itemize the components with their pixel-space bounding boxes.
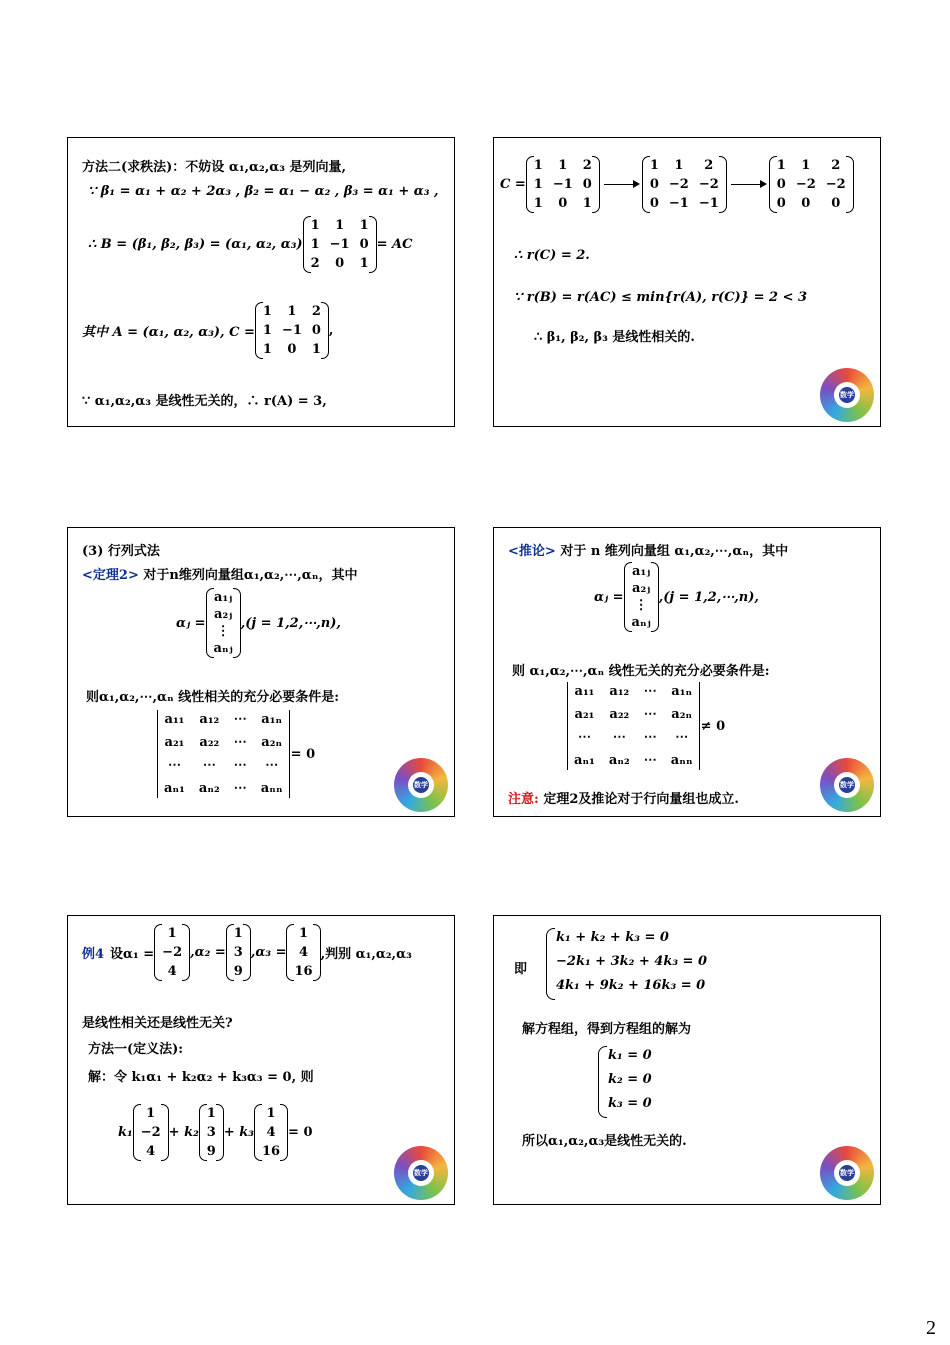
matrix-entry: 1 <box>359 256 369 271</box>
slide3-condition: 则α₁,α₂,⋯,αₙ 线性相关的充分必要条件是: <box>86 690 340 705</box>
matrix-entry: ⋯ <box>167 758 181 773</box>
slide5-question: 是线性相关还是线性无关? <box>82 1016 233 1031</box>
slide1-comma: , <box>328 323 334 338</box>
slide2-row-reduction <box>500 156 854 213</box>
matrix-entry: 1 <box>533 196 543 211</box>
det-equals-zero: = 0 <box>290 746 316 762</box>
matrix-entry: ⋯ <box>233 781 247 796</box>
arrow-icon <box>604 184 638 185</box>
matrix-entry: ⋯ <box>202 758 216 773</box>
matrix-entry: 1 <box>310 218 320 233</box>
slide4-determinant <box>566 682 725 770</box>
matrix-entry: a₁ₙ <box>671 684 693 699</box>
slide3-theorem <box>82 564 358 583</box>
matrix-entry: 1 <box>533 158 543 173</box>
slide4-condition: 则 α₁,α₂,⋯,αₙ 线性无关的充分必要条件是: <box>512 664 770 679</box>
slide-1 <box>67 137 455 427</box>
slide-3 <box>67 527 455 817</box>
system-eq-3: 4k₁ + 9k₂ + 16k₃ = 0 <box>556 978 706 993</box>
alpha2-label: ,α₂ = <box>190 945 226 960</box>
theorem-text: 对于n维列向量组α₁,α₂,⋯,αₙ，其中 <box>143 568 358 583</box>
determinant-matrix <box>156 710 291 798</box>
matrix-entry: 1 <box>582 196 592 211</box>
matrix-entry: 0 <box>831 196 841 211</box>
matrix-c-step2 <box>642 156 727 213</box>
page-number: 2 <box>926 1317 936 1339</box>
slide6-conclusion: 所以α₁,α₂,α₃是线性无关的. <box>522 1134 687 1149</box>
example-post: ,判别 α₁,α₂,α₃ <box>320 947 412 962</box>
slide4-note <box>508 788 739 807</box>
slide2-c-label: C = <box>500 177 526 192</box>
matrix-entry: 3 <box>206 1125 216 1140</box>
matrix-entry: ⋮ <box>216 624 230 639</box>
university-logo-icon: 数学 <box>394 758 448 812</box>
matrix-entry: −1 <box>552 177 573 192</box>
vector-alpha2 <box>199 1104 224 1161</box>
left-brace-icon <box>546 928 555 1000</box>
slide2-conclusion: ∴ β₁, β₂, β₃ 是线性相关的. <box>534 330 695 345</box>
matrix-entry: 2 <box>582 158 592 173</box>
matrix-entry: ⋯ <box>265 758 279 773</box>
system-eq-1: k₁ + k₂ + k₃ = 0 <box>556 930 669 945</box>
solution-k2: k₂ = 0 <box>608 1072 652 1087</box>
vector-alpha3 <box>254 1104 288 1161</box>
matrix-entry: 4 <box>146 1144 156 1159</box>
slide-5 <box>67 915 455 1205</box>
matrix-entry: a₁₁ <box>164 712 185 727</box>
arrow-icon <box>731 184 765 185</box>
matrix-entry: aₙⱼ <box>631 615 651 630</box>
solution-k1: k₁ = 0 <box>608 1048 652 1063</box>
left-brace-icon <box>598 1046 607 1118</box>
slide4-corollary <box>508 540 788 559</box>
matrix-entry: a₁₂ <box>609 684 630 699</box>
matrix-entry: 4 <box>167 964 177 979</box>
matrix-entry: 1 <box>146 1106 156 1121</box>
matrix-entry: 1 <box>233 926 243 941</box>
matrix-entry: 0 <box>311 323 321 338</box>
matrix-entry: 0 <box>776 196 786 211</box>
corollary-label: <推论> <box>508 544 556 559</box>
matrix-entry: a₂ₙ <box>671 707 693 722</box>
slide1-line5: ∵ α₁,α₂,α₃ 是线性无关的，∴ r(A) = 3, <box>82 394 327 409</box>
alpha-j-label: αⱼ = <box>176 615 206 631</box>
matrix-entry: a₂ₙ <box>261 735 283 750</box>
slide1-line4 <box>82 302 333 359</box>
slide1-b-def: ∴ B = (β₁, β₂, β₃) = (α₁, α₂, α₃) <box>88 237 303 252</box>
example-pre: 设α₁ = <box>110 947 155 962</box>
matrix-entry: ⋯ <box>612 730 626 745</box>
matrix-entry: 16 <box>261 1144 281 1159</box>
alpha-j-label: αⱼ = <box>594 589 624 605</box>
alpha-j-range: ,(j = 1,2,⋯,n), <box>658 589 759 605</box>
matrix-entry: ⋯ <box>643 707 657 722</box>
matrix-entry: 1 <box>262 342 272 357</box>
matrix-entry: ⋯ <box>577 730 591 745</box>
slide1-line2: ∵ β₁ = α₁ + α₂ + 2α₃ , β₂ = α₁ − α₂ , β₃ = α₁ + α₃ , <box>88 184 439 199</box>
vector-alpha1 <box>133 1104 169 1161</box>
matrix-entry: aₙₙ <box>260 781 283 796</box>
matrix-entry: a₂ⱼ <box>214 607 233 622</box>
matrix-entry: 1 <box>310 237 320 252</box>
slide5-combination <box>118 1104 313 1161</box>
matrix-entry: a₁ⱼ <box>632 564 651 579</box>
matrix-entry: 1 <box>266 1106 276 1121</box>
matrix-entry: 1 <box>167 926 177 941</box>
vector-alpha2 <box>226 924 251 981</box>
matrix-entry: ⋯ <box>643 730 657 745</box>
matrix-c-step3 <box>769 156 854 213</box>
matrix-entry: 1 <box>299 926 309 941</box>
alpha-j-vector <box>624 562 659 632</box>
coef-k2: + k₂ <box>168 1125 199 1140</box>
note-text: 定理2及推论对于行向量组也成立. <box>543 792 739 807</box>
slide6-solve-text: 解方程组，得到方程组的解为 <box>522 1022 692 1037</box>
slide1-a-c-def: 其中 A = (α₁, α₂, α₃), C = <box>82 325 255 340</box>
matrix-entry: −2 <box>162 945 183 960</box>
slide1-line1: 方法二(求秩法)：不妨设 α₁,α₂,α₃ 是列向量, <box>82 160 347 175</box>
matrix-entry: a₂₁ <box>164 735 185 750</box>
matrix-entry: 2 <box>831 158 841 173</box>
matrix-entry: −1 <box>698 196 719 211</box>
matrix-entry: aₙ₂ <box>198 781 220 796</box>
slide-4 <box>493 527 881 817</box>
matrix-entry: 0 <box>582 177 592 192</box>
theorem-label: <定理2> <box>82 568 139 583</box>
matrix-entry: a₂₂ <box>609 707 630 722</box>
slide3-determinant <box>156 710 315 798</box>
matrix-entry: 0 <box>287 342 297 357</box>
note-label: 注意: <box>508 792 539 807</box>
matrix-entry: 1 <box>335 218 345 233</box>
slide1-eq-ac: = AC <box>376 237 413 252</box>
matrix-entry: a₁ₙ <box>261 712 283 727</box>
det-not-zero: ≠ 0 <box>700 718 726 734</box>
matrix-entry: 1 <box>262 304 272 319</box>
slide3-heading: (3) 行列式法 <box>82 544 160 559</box>
slide6-ji: 即 <box>514 962 528 977</box>
matrix-c <box>255 302 329 359</box>
matrix-entry: a₂₂ <box>199 735 220 750</box>
matrix-entry: −2 <box>668 177 689 192</box>
matrix-entry: ⋯ <box>233 758 247 773</box>
matrix-entry: 1 <box>311 342 321 357</box>
matrix-entry: −1 <box>281 323 302 338</box>
university-logo-icon: 数学 <box>394 1146 448 1200</box>
alpha-j-vector <box>206 588 241 658</box>
matrix-entry: ⋯ <box>233 735 247 750</box>
university-logo-icon: 数学 <box>820 758 874 812</box>
matrix-entry: 0 <box>335 256 345 271</box>
matrix-entry: 1 <box>649 158 659 173</box>
matrix-entry: 1 <box>262 323 272 338</box>
matrix-entry: 4 <box>299 945 309 960</box>
system-eq-2: −2k₁ + 3k₂ + 4k₃ = 0 <box>556 954 708 969</box>
matrix-entry: 0 <box>649 196 659 211</box>
example-label: 例4 <box>82 947 105 962</box>
matrix-entry: aₙⱼ <box>213 641 233 656</box>
matrix-entry: 9 <box>233 964 243 979</box>
matrix-entry: 3 <box>233 945 243 960</box>
matrix-entry: 0 <box>801 196 811 211</box>
slide5-method: 方法一(定义法): <box>88 1042 184 1057</box>
matrix-entry: 1 <box>206 1106 216 1121</box>
matrix-entry: 4 <box>266 1125 276 1140</box>
matrix-entry: a₁ⱼ <box>214 590 233 605</box>
slide5-example <box>82 924 412 981</box>
matrix-entry: a₁₂ <box>199 712 220 727</box>
solution-k3: k₃ = 0 <box>608 1096 652 1111</box>
matrix-entry: −2 <box>825 177 846 192</box>
matrix-entry: 1 <box>533 177 543 192</box>
matrix-entry: −2 <box>698 177 719 192</box>
matrix-entry: ⋯ <box>643 684 657 699</box>
slide-6 <box>493 915 881 1205</box>
slide1-line3 <box>88 216 412 273</box>
matrix-entry: aₙ₂ <box>608 753 630 768</box>
alpha-j-range: ,(j = 1,2,⋯,n), <box>240 615 341 631</box>
matrix-entry: 2 <box>310 256 320 271</box>
matrix-entry: a₂ⱼ <box>632 581 651 596</box>
slide5-solution-start: 解：令 k₁α₁ + k₂α₂ + k₃α₃ = 0, 则 <box>88 1070 314 1085</box>
vector-alpha3 <box>286 924 320 981</box>
matrix-entry: 9 <box>206 1144 216 1159</box>
matrix-entry: a₁₁ <box>574 684 595 699</box>
matrix-entry: aₙ₁ <box>574 753 595 768</box>
matrix-b-coeff <box>303 216 377 273</box>
combination-equals-zero: = 0 <box>288 1125 313 1140</box>
matrix-entry: 0 <box>776 177 786 192</box>
slide3-alpha-def <box>176 588 341 658</box>
alpha3-label: ,α₃ = <box>250 945 287 960</box>
matrix-entry: 0 <box>359 237 369 252</box>
slide4-alpha-def <box>594 562 759 632</box>
matrix-entry: 1 <box>359 218 369 233</box>
matrix-entry: 2 <box>311 304 321 319</box>
matrix-entry: aₙ₁ <box>164 781 185 796</box>
matrix-entry: 0 <box>649 177 659 192</box>
slide2-rank-b: ∵ r(B) = r(AC) ≤ min{r(A), r(C)} = 2 < 3 <box>514 290 808 305</box>
matrix-entry: 2 <box>704 158 714 173</box>
matrix-entry: ⋯ <box>643 753 657 768</box>
coef-k3: + k₃ <box>223 1125 254 1140</box>
determinant-matrix <box>566 682 701 770</box>
slide-2 <box>493 137 881 427</box>
matrix-entry: 1 <box>287 304 297 319</box>
matrix-entry: 1 <box>558 158 568 173</box>
coef-k1: k₁ <box>118 1125 133 1140</box>
university-logo-icon: 数学 <box>820 1146 874 1200</box>
matrix-entry: 16 <box>294 964 313 979</box>
matrix-entry: 1 <box>674 158 684 173</box>
matrix-c-step1 <box>526 156 600 213</box>
matrix-entry: ⋯ <box>233 712 247 727</box>
matrix-entry: −2 <box>140 1125 161 1140</box>
matrix-entry: −2 <box>795 177 816 192</box>
matrix-entry: 1 <box>801 158 811 173</box>
matrix-entry: 0 <box>558 196 568 211</box>
slide2-rank-c: ∴ r(C) = 2. <box>514 248 590 263</box>
matrix-entry: −1 <box>668 196 689 211</box>
vector-alpha1 <box>154 924 190 981</box>
matrix-entry: aₙₙ <box>670 753 693 768</box>
matrix-entry: 1 <box>776 158 786 173</box>
corollary-text: 对于 n 维列向量组 α₁,α₂,⋯,αₙ，其中 <box>560 544 789 559</box>
matrix-entry: a₂₁ <box>574 707 595 722</box>
matrix-entry: ⋯ <box>675 730 689 745</box>
matrix-entry: ⋮ <box>634 598 648 613</box>
matrix-entry: −1 <box>329 237 350 252</box>
university-logo-icon: 数学 <box>820 368 874 422</box>
